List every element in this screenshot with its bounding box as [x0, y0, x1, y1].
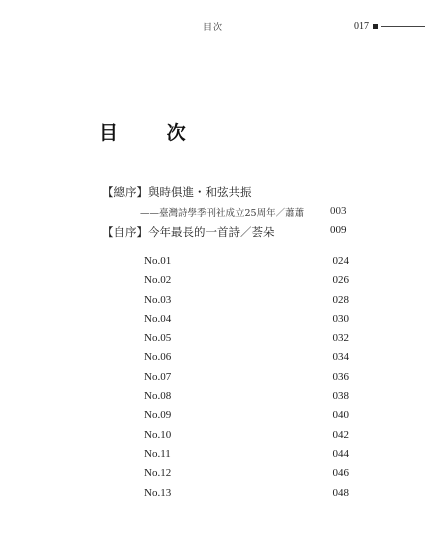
toc-item[interactable]	[144, 294, 349, 313]
toc-item-page: 042	[332, 428, 349, 441]
folio-rule	[381, 26, 425, 27]
toc-item-page: 046	[332, 467, 349, 480]
page-number	[354, 21, 425, 32]
toc-item[interactable]	[144, 371, 349, 390]
toc-item-number: No.06	[144, 351, 172, 364]
toc-item-number: No.13	[144, 486, 172, 499]
toc-item-page: 038	[332, 390, 349, 403]
toc-item-page: 032	[332, 332, 349, 345]
toc-item-number: No.05	[144, 332, 172, 345]
foreword-subtitle: ——臺灣詩學季刊社成立25周年／蕭蕭	[140, 208, 305, 219]
toc-item-page: 030	[332, 312, 349, 325]
toc-item[interactable]	[144, 390, 349, 409]
toc-item-page: 044	[332, 447, 349, 460]
toc-item-number: No.04	[144, 312, 172, 325]
toc-item[interactable]	[144, 409, 349, 428]
folio-square-mark	[373, 24, 378, 29]
running-header: 目次	[203, 23, 224, 33]
toc-item-number: No.11	[144, 447, 171, 460]
toc-poem-list	[144, 255, 349, 506]
toc-entry-foreword-subtitle	[140, 205, 347, 219]
toc-title: 目 次	[99, 122, 207, 144]
toc-item-page: 034	[332, 351, 349, 364]
toc-item[interactable]	[144, 332, 349, 351]
toc-item-number: No.02	[144, 274, 172, 287]
preface-label: 【自序】今年最長的一首詩／荟朵	[102, 225, 275, 239]
toc-item-number: No.10	[144, 428, 172, 441]
foreword-page: 003	[330, 205, 347, 217]
toc-item-number: No.01	[144, 255, 172, 267]
toc-item[interactable]	[144, 313, 349, 332]
toc-item-number: No.07	[144, 370, 172, 383]
toc-item[interactable]	[144, 255, 349, 274]
page-number-text: 017	[354, 21, 369, 32]
toc-item-number: No.09	[144, 409, 172, 422]
toc-item[interactable]	[144, 351, 349, 370]
toc-entry-foreword[interactable]	[102, 184, 252, 200]
toc-item-number: No.08	[144, 390, 172, 403]
toc-item[interactable]	[144, 274, 349, 293]
toc-item-number: No.12	[144, 467, 172, 480]
toc-item[interactable]	[144, 448, 349, 467]
toc-item-page: 036	[332, 370, 349, 383]
toc-item-page: 026	[332, 274, 349, 287]
toc-item-page: 028	[332, 293, 349, 306]
foreword-label: 【總序】與時俱進・和弦共振	[102, 185, 252, 199]
toc-item-page: 024	[332, 255, 349, 267]
toc-item[interactable]	[144, 467, 349, 486]
toc-item-page: 048	[332, 486, 349, 499]
toc-item-page: 040	[332, 409, 349, 422]
toc-item[interactable]	[144, 429, 349, 448]
toc-item[interactable]	[144, 487, 349, 506]
preface-page: 009	[330, 224, 347, 236]
toc-entry-preface[interactable]	[102, 224, 347, 240]
toc-item-number: No.03	[144, 293, 172, 306]
